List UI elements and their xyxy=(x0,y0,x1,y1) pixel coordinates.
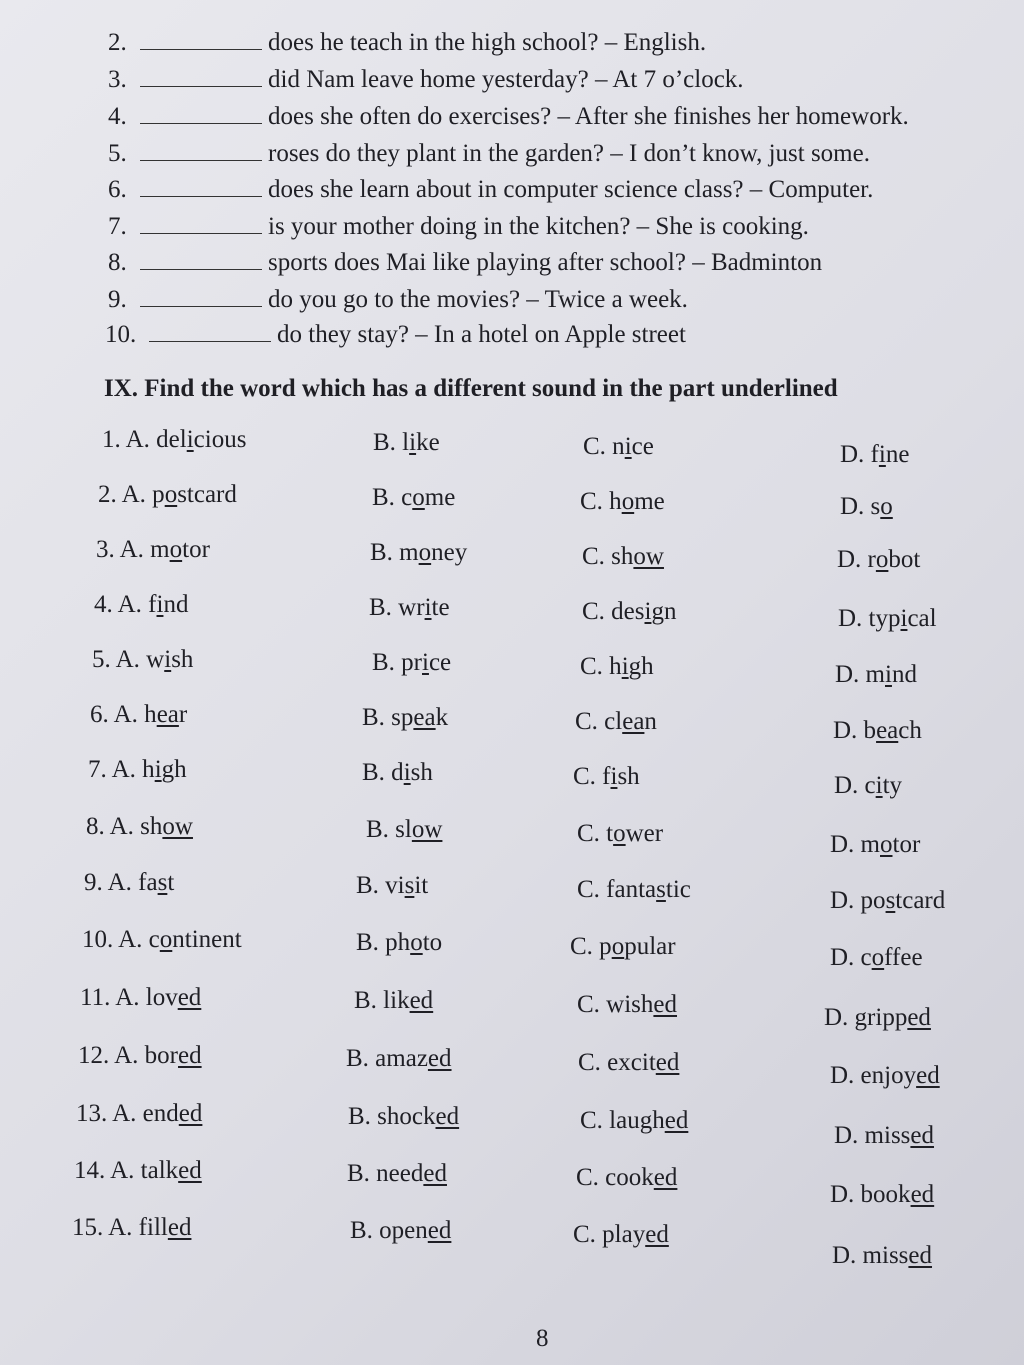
option-b[interactable]: B. liked xyxy=(354,987,434,1014)
option-a[interactable]: 14. A. talked xyxy=(74,1157,202,1184)
underlined-part: o xyxy=(164,481,178,508)
underlined-part: i xyxy=(154,756,162,783)
option-d[interactable]: D. missed xyxy=(834,1122,935,1149)
fill-question xyxy=(108,102,909,132)
question-text: does she often do exercises? – After she finishes her homework. xyxy=(268,103,909,130)
underlined-part: ed xyxy=(645,1221,669,1248)
underlined-part: ow xyxy=(633,543,664,570)
underlined-part: s xyxy=(656,876,666,903)
underlined-part: i xyxy=(875,772,883,799)
option-d[interactable]: D. so xyxy=(840,493,893,520)
underlined-part: ed xyxy=(653,991,678,1018)
option-d[interactable]: D. enjoyed xyxy=(830,1062,940,1089)
question-number: 6. xyxy=(108,176,127,203)
option-c[interactable]: C. laughed xyxy=(580,1107,689,1134)
option-a[interactable]: 9. A. fast xyxy=(84,869,175,896)
underlined-part: ea xyxy=(413,704,436,731)
fill-question xyxy=(108,285,688,315)
option-b[interactable]: B. visit xyxy=(356,872,429,899)
underlined-part: o xyxy=(611,933,625,960)
option-a[interactable]: 3. A. motor xyxy=(96,536,210,563)
underlined-part: ea xyxy=(622,708,645,735)
underlined-part: ed xyxy=(435,1103,460,1130)
option-d[interactable]: D. missed xyxy=(832,1242,933,1269)
fill-question xyxy=(108,175,873,205)
underlined-part: i xyxy=(409,429,417,456)
underlined-part: s xyxy=(157,869,168,896)
underlined-part: ed xyxy=(167,1214,192,1241)
option-b[interactable]: B. shocked xyxy=(348,1103,460,1130)
underlined-part: ea xyxy=(876,717,899,744)
underlined-part: o xyxy=(412,484,425,511)
page-number: 8 xyxy=(536,1325,549,1352)
option-d[interactable]: D. mind xyxy=(835,661,917,688)
fill-question xyxy=(108,65,744,95)
answer-blank[interactable] xyxy=(140,176,262,197)
underlined-part: ed xyxy=(655,1049,680,1076)
option-b[interactable]: B. needed xyxy=(347,1160,447,1187)
option-a[interactable]: 13. A. ended xyxy=(76,1100,203,1127)
option-b[interactable]: B. come xyxy=(372,484,456,511)
question-text: is your mother doing in the kitchen? – She is cooking. xyxy=(268,213,809,240)
underlined-part: ow xyxy=(411,816,443,843)
underlined-part: o xyxy=(410,929,423,956)
underlined-part: ed xyxy=(409,987,434,1014)
fill-question xyxy=(105,320,686,350)
option-c[interactable]: C. played xyxy=(573,1221,669,1248)
underlined-part: i xyxy=(610,763,618,790)
option-c[interactable]: C. design xyxy=(582,598,677,625)
option-c[interactable]: C. nice xyxy=(583,433,654,460)
answer-blank[interactable] xyxy=(149,321,271,342)
underlined-part: i xyxy=(164,646,172,673)
underlined-part: i xyxy=(624,433,632,460)
option-d[interactable]: D. city xyxy=(834,772,903,799)
option-c[interactable]: C. cooked xyxy=(576,1164,678,1191)
option-c[interactable]: C. home xyxy=(580,488,665,515)
underlined-part: ed xyxy=(910,1181,935,1208)
option-b[interactable]: B. opened xyxy=(350,1217,452,1244)
option-c[interactable]: C. popular xyxy=(570,933,676,960)
underlined-part: ow xyxy=(162,813,193,840)
option-a[interactable]: 6. A. hear xyxy=(90,701,188,728)
option-a[interactable]: 7. A. high xyxy=(88,756,187,783)
fill-question xyxy=(108,139,870,169)
underlined-part: s xyxy=(404,872,415,899)
option-d[interactable]: D. beach xyxy=(833,717,922,744)
underlined-part: o xyxy=(169,536,183,563)
option-b[interactable]: B. like xyxy=(373,429,440,456)
underlined-part: o xyxy=(159,926,173,953)
underlined-part: o xyxy=(871,944,885,971)
option-d[interactable]: D. postcard xyxy=(830,887,946,914)
fill-question xyxy=(108,28,706,58)
question-text: sports does Mai like playing after school? – Badminton xyxy=(268,249,823,276)
underlined-part: ed xyxy=(178,1042,202,1069)
question-number: 3. xyxy=(108,66,127,93)
option-d[interactable]: D. robot xyxy=(837,546,921,573)
fill-question xyxy=(108,212,809,242)
option-d[interactable]: D. coffee xyxy=(830,944,923,971)
question-number: 8. xyxy=(108,249,127,276)
underlined-part: o xyxy=(875,546,889,573)
answer-blank[interactable] xyxy=(140,249,262,270)
underlined-part: ed xyxy=(423,1160,447,1187)
underlined-part: i xyxy=(422,649,429,676)
option-c[interactable]: C. wished xyxy=(577,991,678,1018)
option-b[interactable]: B. write xyxy=(369,594,450,621)
option-b[interactable]: B. slow xyxy=(366,816,443,843)
option-b[interactable]: B. amazed xyxy=(346,1045,452,1072)
underlined-part: ed xyxy=(664,1107,689,1134)
answer-blank[interactable] xyxy=(140,66,262,87)
answer-blank[interactable] xyxy=(140,103,262,124)
answer-blank[interactable] xyxy=(140,286,262,307)
underlined-part: ed xyxy=(177,984,202,1011)
underlined-part: ed xyxy=(178,1157,202,1184)
option-b[interactable]: B. dish xyxy=(362,759,433,786)
option-b[interactable]: B. price xyxy=(372,649,452,676)
option-a[interactable]: 5. A. wish xyxy=(92,646,194,673)
question-text: do you go to the movies? – Twice a week. xyxy=(268,286,688,313)
underlined-part: ea xyxy=(156,701,179,728)
underlined-part: i xyxy=(186,426,194,453)
option-a[interactable]: 2. A. postcard xyxy=(98,481,237,508)
option-c[interactable]: C. high xyxy=(580,653,654,680)
question-text: does he teach in the high school? – English. xyxy=(268,29,707,56)
option-a[interactable]: 11. A. loved xyxy=(80,984,202,1011)
option-a[interactable]: 4. A. find xyxy=(94,591,189,618)
option-b[interactable]: B. money xyxy=(370,539,468,566)
underlined-part: o xyxy=(418,539,432,566)
underlined-part: ed xyxy=(907,1004,931,1031)
question-text: did Nam leave home yesterday? – At 7 o’clock. xyxy=(268,66,744,93)
option-d[interactable]: D. typical xyxy=(838,605,937,632)
underlined-part: i xyxy=(900,605,908,632)
underlined-part: i xyxy=(644,598,652,625)
option-c[interactable]: C. excited xyxy=(578,1049,680,1076)
question-text: roses do they plant in the garden? – I don’t know, just some. xyxy=(268,140,870,167)
question-text: does she learn about in computer science class? – Computer. xyxy=(268,176,874,203)
underlined-part: ed xyxy=(653,1164,678,1191)
underlined-part: ed xyxy=(427,1217,452,1244)
option-d[interactable]: D. gripped xyxy=(824,1004,931,1031)
option-a[interactable]: 10. A. continent xyxy=(82,926,242,953)
option-a[interactable]: 8. A. show xyxy=(86,813,193,840)
underlined-part: ed xyxy=(178,1100,203,1127)
answer-blank[interactable] xyxy=(140,29,262,50)
underlined-part: i xyxy=(156,591,164,618)
fill-question xyxy=(108,248,822,278)
underlined-part: i xyxy=(621,653,629,680)
answer-blank[interactable] xyxy=(140,140,262,161)
option-d[interactable]: D. fine xyxy=(840,441,910,468)
underlined-part: o xyxy=(880,831,893,858)
underlined-part: o xyxy=(621,488,635,515)
option-a[interactable]: 15. A. filled xyxy=(72,1214,192,1241)
question-number: 4. xyxy=(108,103,127,130)
underlined-part: ed xyxy=(916,1062,940,1089)
underlined-part: ed xyxy=(427,1045,452,1072)
underlined-part: ed xyxy=(908,1242,933,1269)
question-number: 5. xyxy=(108,140,127,167)
option-d[interactable]: D. motor xyxy=(830,831,921,858)
question-number: 2. xyxy=(108,29,127,56)
underlined-part: o xyxy=(613,820,626,847)
underlined-part: s xyxy=(885,887,896,914)
option-b[interactable]: B. photo xyxy=(356,929,443,956)
option-a[interactable]: 12. A. bored xyxy=(78,1042,202,1069)
option-c[interactable]: C. clean xyxy=(575,708,657,735)
underlined-part: i xyxy=(424,594,432,621)
underlined-part: ed xyxy=(910,1122,935,1149)
option-c[interactable]: C. tower xyxy=(577,820,664,847)
underlined-part: o xyxy=(880,493,893,520)
question-text: do they stay? – In a hotel on Apple street xyxy=(277,321,686,348)
underlined-part: i xyxy=(403,759,411,786)
question-number: 7. xyxy=(108,213,127,240)
option-a[interactable]: 1. A. delicious xyxy=(102,426,247,453)
option-b[interactable]: B. speak xyxy=(362,704,449,731)
underlined-part: i xyxy=(878,441,886,468)
option-c[interactable]: C. show xyxy=(582,543,664,570)
option-c[interactable]: C. fantastic xyxy=(577,876,691,903)
underlined-part: i xyxy=(885,661,892,688)
option-d[interactable]: D. booked xyxy=(830,1181,935,1208)
option-c[interactable]: C. fish xyxy=(573,763,640,790)
question-number: 10. xyxy=(105,321,137,348)
question-number: 9. xyxy=(108,286,127,313)
section-heading: IX. Find the word which has a different sound in the part underlined xyxy=(104,375,838,402)
answer-blank[interactable] xyxy=(140,213,262,234)
